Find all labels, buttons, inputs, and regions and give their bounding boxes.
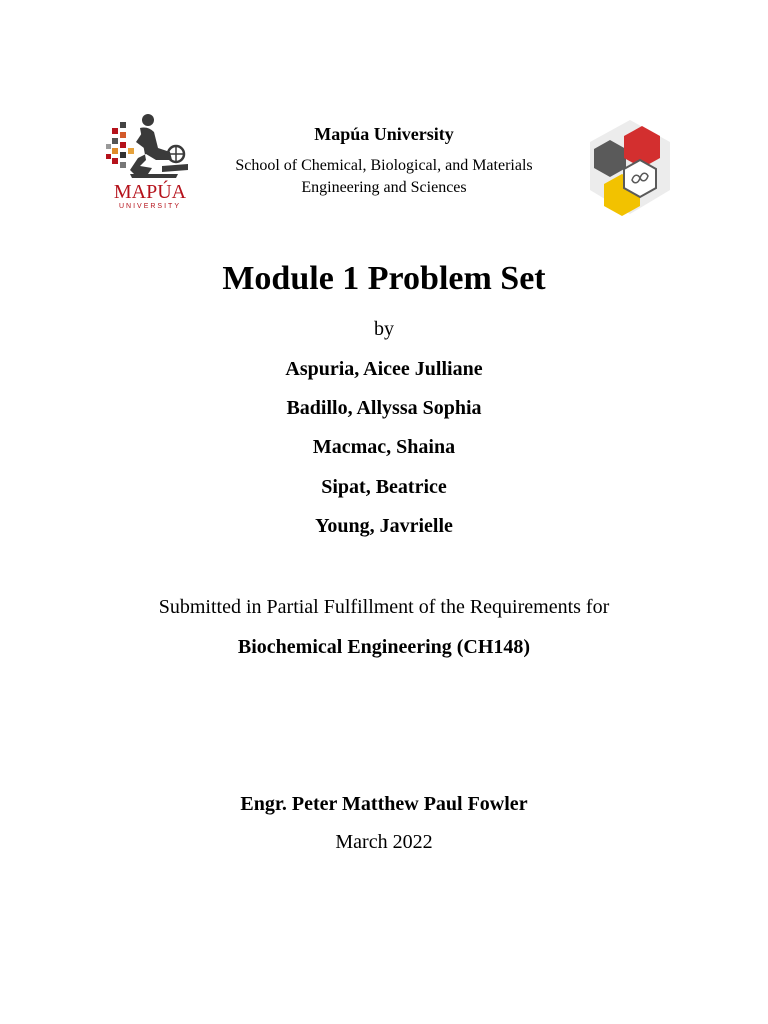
logo-subtext: UNIVERSITY [118, 203, 182, 210]
university-name: Mapúa University [314, 124, 454, 144]
author-name: Badillo, Allyssa Sophia [286, 397, 482, 419]
submission-date: March 2022 [335, 831, 433, 853]
cbmes-hexagon-logo-icon [590, 120, 670, 216]
author-name: Young, Javrielle [315, 515, 453, 537]
submission-note: Submitted in Partial Fulfillment of the Requirements for [158, 596, 610, 618]
logo-wordmark: MAPÚA [113, 181, 187, 203]
cbmes-logo [582, 118, 678, 222]
school-name-line-1: School of Chemical, Biological, and Materials [235, 157, 533, 174]
author-name: Macmac, Shaina [312, 436, 456, 458]
course-name: Biochemical Engineering (CH148) [237, 636, 531, 658]
school-name-line-2: Engineering and Sciences [301, 179, 467, 196]
instructor-name: Engr. Peter Matthew Paul Fowler [240, 793, 528, 815]
author-name: Aspuria, Aicee Julliane [285, 358, 483, 380]
author-name: Sipat, Beatrice [321, 476, 447, 498]
document-title: Module 1 Problem Set [222, 260, 546, 297]
by-label: by [374, 318, 394, 340]
